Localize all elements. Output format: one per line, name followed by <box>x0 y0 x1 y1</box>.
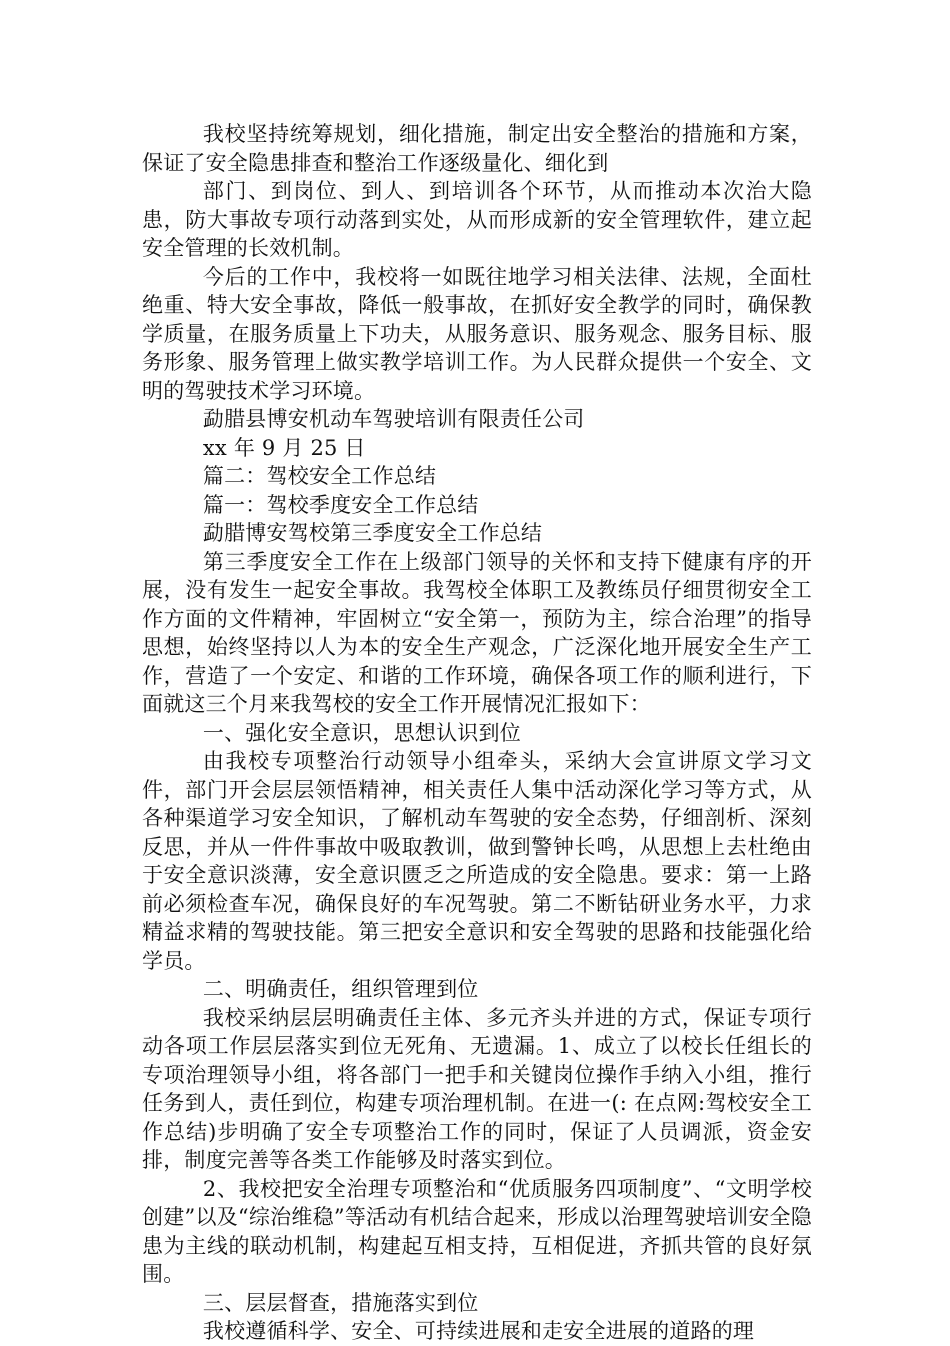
heading-safety-awareness: 一、强化安全意识，思想认识到位 <box>202 720 521 745</box>
document-page <box>142 120 812 1346</box>
paragraph-safety-awareness: 由我校专项整治行动领导小组牵头，采纳大会宣讲原文学习文件，部门开会层层领悟精神，相关责任人集中活动深化学习等方式，从各种渠道学习安全知识，了解机动车驾驶的安全态势，仔细剖析、深刻反思，并从一件件事故中吸取教训，做到警钟长鸣，从思想上去杜绝由于安全意识淡薄，安全意识匮乏之所造成的安全隐患。要求：第一上路前必须检查车况，确保良好的车况驾驶。第二不断钻研业务水平，力求精益求精的驾驶技能。第三把安全意识和安全驾驶的思路和技能强化给学员。 <box>142 749 812 973</box>
paragraph-integration: 2、我校把安全治理专项整治和“优质服务四项制度”、“文明学校创建”以及“综治维稳”等活动有机结合起来，形成以治理驾驶培训安全隐患为主线的联动机制，构建起互相支持，互相促进，齐抓共管的良好氛围。 <box>142 1176 812 1286</box>
document-date: xx 年 9 月 25 日 <box>202 435 366 460</box>
paragraph-future-work: 今后的工作中，我校将一如既往地学习相关法律、法规，全面杜绝重、特大安全事故，降低一般事故，在抓好安全教学的同时，确保教学质量，在服务质量上下功夫，从服务意识、服务观念、服务目标、服务形象、服务管理上做实教学培训工作。为人民群众提供一个安全、文明的驾驶技术学习环境。 <box>142 264 812 403</box>
section-heading-part-one: 篇一：驾校季度安全工作总结 <box>202 492 479 517</box>
paragraph-plan-measures: 我校坚持统筹规划，细化措施，制定出安全整治的措施和方案，保证了安全隐患排查和整治工作逐级量化、细化到 <box>142 122 812 175</box>
report-title: 勐腊博安驾校第三季度安全工作总结 <box>202 521 543 545</box>
heading-supervision: 三、层层督查，措施落实到位 <box>202 1290 479 1315</box>
paragraph-responsibility: 我校采纳层层明确责任主体、多元齐头并进的方式，保证专项行动各项工作层层落实到位无死角、无遗漏。1、成立了以校长任组长的专项治理领导小组，将各部门一把手和关键岗位操作手纳入小组，推行任务到人，责任到位，构建专项治理机制。在进一(: 在点网:驾校安全工作总结)步明确了安全专项整治工作的同时，保证了人员调派，资金安排，制度完善等各类工作能够及时落实到位。 <box>142 1005 812 1172</box>
paragraph-supervision: 我校遵循科学、安全、可持续进展和走安全进展的道路的理 <box>202 1319 755 1343</box>
paragraph-departments: 部门、到岗位、到人、到培训各个环节，从而推动本次治大隐患，防大事故专项行动落到实处，从而形成新的安全管理软件，建立起安全管理的长效机制。 <box>142 179 812 260</box>
paragraph-third-quarter: 第三季度安全工作在上级部门领导的关怀和支持下健康有序的开展，没有发生一起安全事故。我驾校全体职工及教练员仔细贯彻安全工作方面的文件精神，牢固树立“安全第一，预防为主，综合治理”的指导思想，始终坚持以人为本的安全生产观念，广泛深化地开展安全生产工作，营造了一个安定、和谐的工作环境，确保各项工作的顺利进行，下面就这三个月来我驾校的安全工作开展情况汇报如下： <box>142 549 812 716</box>
section-heading-part-two: 篇二：驾校安全工作总结 <box>202 464 437 488</box>
heading-responsibility: 二、明确责任，组织管理到位 <box>202 977 479 1001</box>
company-name: 勐腊县博安机动车驾驶培训有限责任公司 <box>202 407 585 431</box>
